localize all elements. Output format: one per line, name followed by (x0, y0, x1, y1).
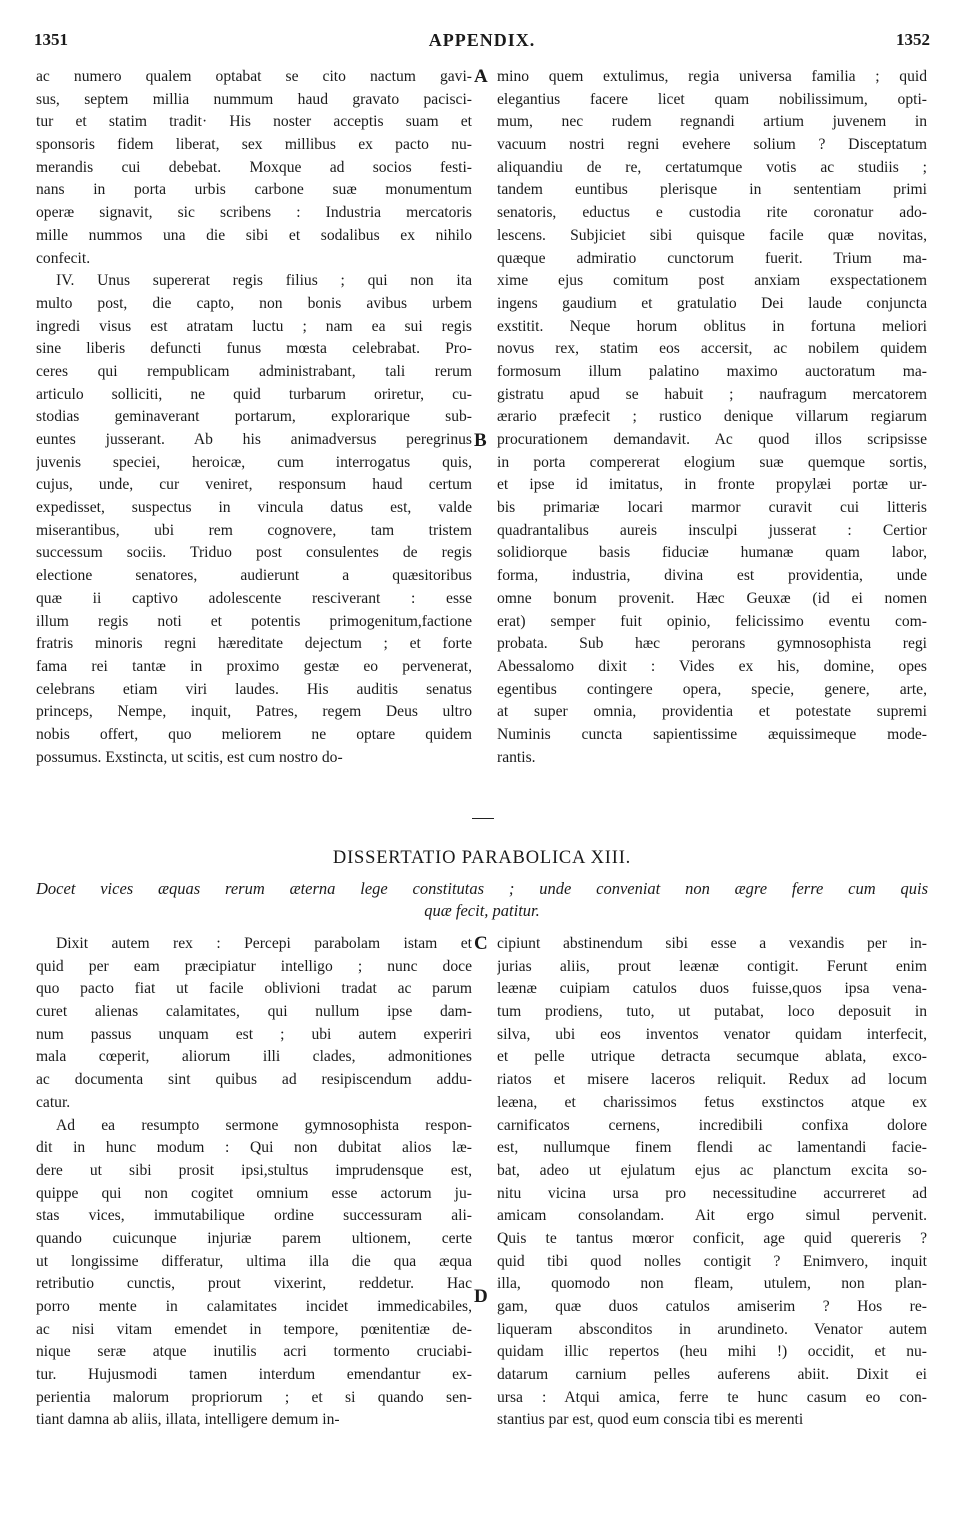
text-line: quid per eam præcipiatur intelligo ; nunc doce (36, 957, 472, 975)
text-line: est, nullumque finem flendi ac lamentandi facie- (497, 1139, 927, 1157)
text-line: quippe qui non cogitet omnium esse actorum ju- (36, 1184, 472, 1202)
text-line: operæ signavit, sic scribens : Industria mercatoris (36, 204, 472, 222)
text-line: ac nisi vitam emendet in tempore, pœnitentiæ de- (36, 1320, 472, 1338)
text-line: tur et statim tradit· His noster acceptis suam et (36, 113, 472, 131)
text-line: tum prodiens, tuto, ut putabat, loco deposuit in (497, 1003, 927, 1021)
text-line: miserantibus, ubi rem cognovere, tam tristem (36, 521, 472, 539)
text-line: silva, ubi eos inventos venator quidam interfecit, (497, 1025, 927, 1043)
text-line: successum sociis. Triduo post consulentes de regis (36, 544, 472, 562)
text-line: ingens gaudium et gratulatio Dei laude conjuncta (497, 294, 927, 312)
text-line: tur. Hujusmodi tamen interdum emendantur ex- (36, 1366, 472, 1384)
text-line: Dixit autem rex : Percepi parabolam istam et (56, 935, 472, 952)
margin-marker-b: B (474, 430, 487, 451)
page-number-left: 1351 (34, 30, 68, 49)
text-line: lescens. Subjiciet sibi quisque facile quæ novitas, (497, 226, 927, 244)
text-line: stodias geminaverant portarum, explorarique sub- (36, 408, 472, 426)
text-line: juvenis speciei, heroicæ, cum interrogatus quis, (36, 453, 472, 471)
dissertation-subtitle (36, 878, 928, 922)
text-line: nitu vicina ursa pro necessitudine accurreret ad (497, 1184, 927, 1202)
text-line: Numinis cuncta sapientissime æquissimeque mode- (497, 725, 927, 743)
dissertation-title: DISSERTATIO PARABOLICA XIII. (332, 848, 632, 868)
text-line: senatoris, eductus e custodia rite coronatur ado- (497, 204, 927, 222)
text-line: fama rei tantæ in proximo gestæ eo pervenerat, (36, 657, 472, 675)
dissertation-subtitle-line1: Docet vices æquas rerum æterna lege constitutas ; unde conveniat non ægre ferre cum quis (36, 879, 928, 898)
text-line: rantis. (497, 748, 536, 766)
text-line: fratris minoris regni hæreditate dejectum ; et forte (36, 635, 472, 653)
text-line: mille nummos una die sibi et sodalibus ex nihilo (36, 226, 472, 244)
text-line: quæ ii captivo adolescente resciverant : esse (36, 589, 472, 607)
text-line: ingredi visus est atratam luctu ; nam ea sui regis (36, 317, 472, 335)
bottom-left-column (36, 933, 472, 1432)
text-line: in porta compererat elogium suæ quemque sortis, (497, 453, 927, 471)
text-line: mala cœperit, aliorum illi clades, admonitiones (36, 1048, 472, 1066)
text-line: datarum carnium pelles auferens abiit. Dixit ei (497, 1366, 927, 1384)
text-line: retributio cunctis, prout vixerint, reddetur. Hac (36, 1275, 472, 1293)
margin-marker-d: D (474, 1286, 488, 1307)
text-line: ac documenta sint quibus ad resipiscendum addu- (36, 1071, 472, 1089)
text-line: quadrantalibus aureis insculpi jusserat : Certior (497, 521, 927, 539)
text-line: egentibus contingere opera, specie, genere, arte, (497, 680, 927, 698)
text-line: Abessalomo dixit : Vides ex his, domine, opes (497, 657, 927, 675)
margin-marker-c: C (474, 933, 488, 954)
text-line: electione senatores, audierunt a quæsitoribus (36, 567, 472, 585)
text-line: xime ejus comitum post anxiam exspectationem (497, 272, 927, 290)
text-line: solidiorque basis fiduciæ humanæ quam labor, (497, 544, 927, 562)
text-line: aliquandiu de re, certatumque votis ac studiis ; (497, 158, 927, 176)
text-line: IV. Unus supererat regis filius ; qui non ita (56, 272, 472, 290)
text-line: cujus, unde, cur veniret, responsum haud certum (36, 476, 472, 494)
text-line: celebrans etiam viri laudes. His auditis senatus (36, 680, 472, 698)
top-left-column (36, 66, 472, 769)
text-line: ærario præfecit ; rustico denique villarum regiarum (497, 408, 927, 426)
text-line: elegantius facere licet quam nobilissimum, opti- (497, 90, 927, 108)
text-line: possumus. Exstincta, ut scitis, est cum nostro do- (36, 748, 343, 766)
text-line: perientia malorum propriorum ; et si quando sen- (36, 1388, 472, 1406)
text-line: num passus unquam est ; ubi autem experiri (36, 1025, 472, 1043)
text-line: formosum illum palatino maximo auctoratum ma- (497, 362, 927, 380)
text-line: sus, septem millia nummum haud gravato pacisci- (36, 90, 472, 108)
text-line: et ipse id imitatus, in fronte propylæi portæ ur- (497, 476, 927, 494)
text-line: riatos et misere laceros reliquit. Redux ad locum (497, 1071, 927, 1089)
text-line: amicam consolandam. Ait ergo simul pervenit. (497, 1207, 927, 1225)
text-line: nique seræ atque inutilis acri tormento cruciabi- (36, 1343, 472, 1361)
text-line: merandis cui debebat. Moxque ad socios festi- (36, 158, 472, 176)
text-line: tandem euntibus plerisque in sententiam primi (497, 181, 927, 199)
text-line: sine liberis defuncti funus mœsta celebrabat. Pro- (36, 340, 472, 358)
page-header (34, 30, 930, 60)
text-line: illa, quomodo non fleam, utulem, non plan- (497, 1275, 927, 1293)
text-line: forma, industria, divina est providentia, unde (497, 567, 927, 585)
text-line: princeps, Nempe, inquit, Patres, regem Deus ultro (36, 703, 472, 721)
text-line: dere ut sibi prosit ipsi,stultus imprudensque est, (36, 1161, 472, 1179)
text-line: at super omnia, providentia et potestate supremi (497, 703, 927, 721)
text-line: vacuum nostri regni evehere solium ? Disceptatum (497, 136, 927, 154)
text-line: procurationem demandavit. Ac quod illos scripsisse (497, 431, 927, 448)
running-title: APPENDIX. (428, 30, 536, 50)
text-line: cipiunt abstinendum sibi esse a vexandis per in- (497, 935, 927, 952)
dissertation-subtitle-line2: quæ fecit, patitur. (424, 901, 540, 920)
text-line: liqueram absconditos in arundineto. Venator autem (497, 1320, 927, 1338)
text-line: multo post, die capto, non bonis avibus urbem (36, 294, 472, 312)
text-line: quando cuicunque injuriæ parem ultionem, certe (36, 1229, 472, 1247)
text-line: catur. (36, 1093, 71, 1111)
text-line: probata. Sub hæc perorans gymnosophista regi (497, 635, 927, 653)
text-line: porro mente in calamitates incidet immedicabiles, (36, 1298, 472, 1315)
text-line: dit in hunc modum : Qui non dubitat alios læ- (36, 1139, 472, 1157)
text-line: articulo solliciti, ne quid turbarum oriretur, cu- (36, 385, 472, 403)
text-line: et pelle utrique detracta secumque ablata, exco- (497, 1048, 927, 1066)
text-line: bis primariæ locari marmor curavit cui litteris (497, 499, 927, 517)
text-line: stantius par est, quod eum conscia tibi es merenti (497, 1411, 804, 1429)
top-right-column (497, 66, 927, 769)
text-line: tiant damna ab aliis, illata, intelligere demum in- (36, 1411, 340, 1429)
text-line: quo pacto fiat ut facile oblivioni tradat ac parum (36, 980, 472, 998)
text-line: confecit. (36, 249, 91, 267)
text-line: erat) semper fuit opinio, felicissimo eventu com- (497, 612, 927, 630)
section-divider (472, 818, 494, 819)
page-number-right: 1352 (896, 30, 930, 49)
text-line: sponsoris fidem liberat, sex millibus ex pacto nu- (36, 136, 472, 154)
text-line: omne bonum provenit. Hæc Geuxæ (id ei nomen (497, 589, 927, 607)
text-line: quidam illic repertos (heu mihi !) occidit, et nu- (497, 1343, 927, 1361)
text-line: illum regis noti et potentis primogenitum,factione (36, 612, 472, 630)
text-line: quid tibi quod nolles contigit ? Enimvero, inquit (497, 1252, 927, 1270)
text-line: gistratu apud se habuit ; naufragum mercatorem (497, 385, 927, 403)
text-line: nans in porta urbis carbone suæ monumentum (36, 181, 472, 199)
text-line: jurias aliis, prout leænæ contigit. Ferunt enim (497, 957, 927, 975)
text-line: carnificatos cernens, incredibili confixa dolore (497, 1116, 927, 1134)
text-line: mum, nec rudem regnandi artium juvenem in (497, 113, 927, 131)
text-line: expedisset, suspectus in vincula datus est, valde (36, 499, 472, 517)
text-line: ceres qui rempublicam administrabant, tali rerum (36, 362, 472, 380)
text-line: novus rex, statim eos accersit, ac nobilem quidem (497, 340, 927, 358)
text-line: curet alienas calamitates, qui nullum ipse dam- (36, 1003, 472, 1021)
text-line: Quis te tantus mœror conficit, age quid quereris ? (497, 1229, 927, 1247)
text-line: stas vices, immutabilique ordine successuram ali- (36, 1207, 472, 1225)
text-line: ursa : Atqui amica, ferre te hunc casum eo con- (497, 1388, 927, 1406)
text-line: exstitit. Neque horum oblitus in fortuna meliori (497, 317, 927, 335)
text-line: ac numero qualem optabat se cito nactum gavi- (36, 68, 472, 85)
text-line: leæna, et charissimos fetus exstinctos atque ex (497, 1093, 927, 1111)
text-line: nobis offert, quo meliorem ne optare quidem (36, 725, 472, 743)
text-line: Ad ea resumpto sermone gymnosophista respon- (56, 1116, 472, 1134)
text-line: quæque admiratio cunctorum fuerit. Trium ma- (497, 249, 927, 267)
text-line: euntes jusserant. Ab his animadversus peregrinus (36, 431, 472, 448)
text-line: ut longissime differatur, ultima illa die qua æqua (36, 1252, 472, 1270)
text-line: mino quem extulimus, regia universa familia ; quid (497, 68, 927, 85)
bottom-right-column (497, 933, 927, 1432)
margin-marker-a: A (474, 66, 488, 87)
text-line: bat, adeo ut ejulatum ejus ac planctum excita so- (497, 1161, 927, 1179)
text-line: leænæ cuipiam catulos duos fuisse,quos ipsa vena- (497, 980, 927, 998)
text-line: gam, quæ duos catulos amiserim ? Hos re- (497, 1298, 927, 1315)
